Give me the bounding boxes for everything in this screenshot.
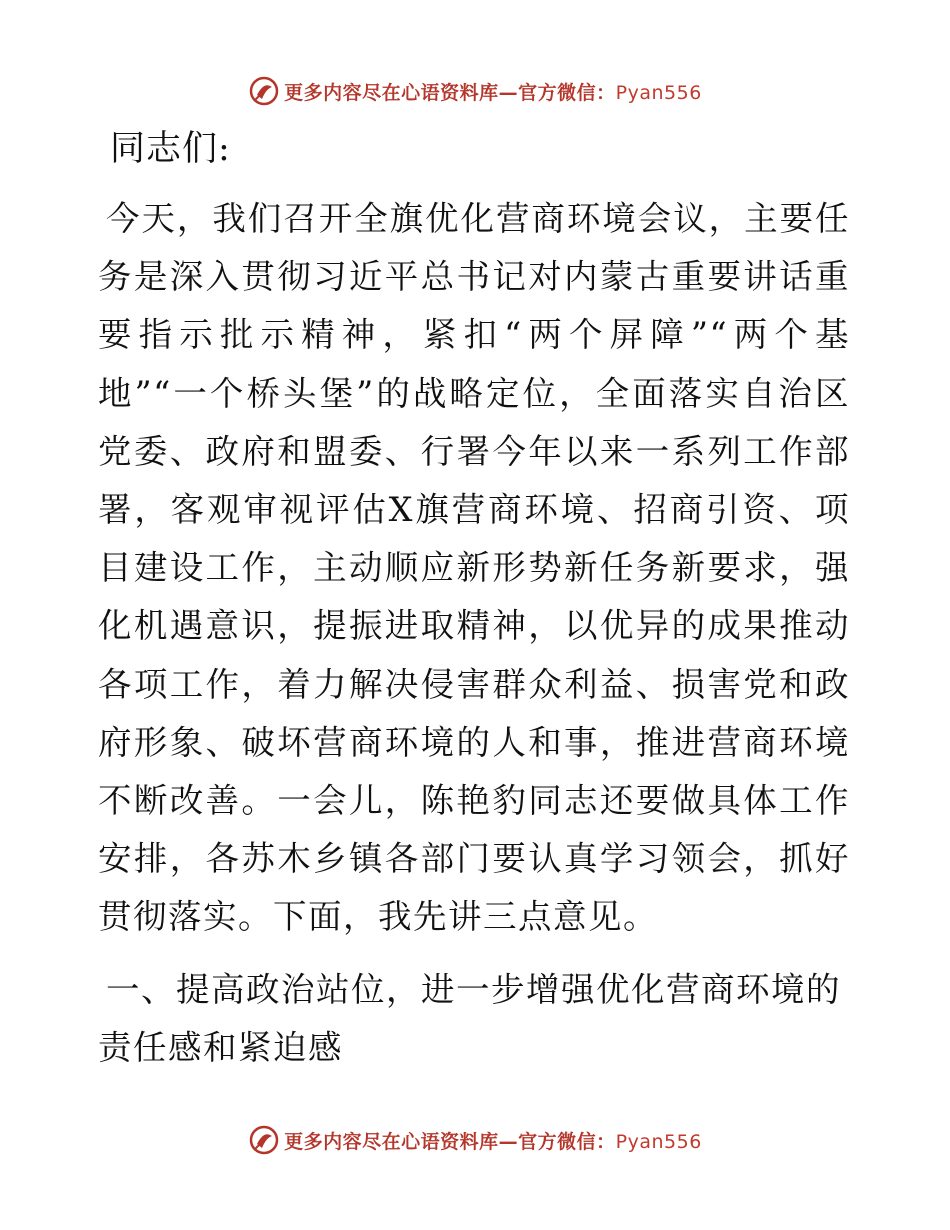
salutation: 同志们:	[110, 129, 231, 169]
section-heading: 一、提高政治站位，进一步增强优化营商环境的责任感和紧迫感	[98, 969, 841, 1067]
body-paragraph: 今天，我们召开全旗优化营商环境会议，主要任务是深入贯彻习近平总书记对内蒙古重要讲话重要指示批示精神，紧扣“两个屏障”“两个基地”“一个桥头堡”的战略定位，全面落实自治区党委、政府和盟委、行署今年以来一系列工作部署，客观审视评估X旗营商环境、招商引资、项目建设工作，主动顺应新形势新任务新要求，强化机遇意识，提振进取精神，以优异的成果推动各项工作，着力解决侵害群众利益、损害党和政府形象、破坏营商环境的人和事，推进营商环境不断改善。一会儿，陈艳豹同志还要做具体工作安排，各苏木乡镇各部门要认真学习领会，抓好贯彻落实。下面，我先讲三点意见。	[98, 199, 850, 937]
watermark-logo-icon	[248, 75, 280, 107]
watermark-header	[0, 71, 950, 111]
watermark-footer	[0, 1120, 950, 1160]
watermark-logo-icon	[248, 1124, 280, 1156]
document-body	[98, 120, 850, 1077]
watermark-wechat-id: Pyan556	[615, 1130, 702, 1153]
watermark-wechat-id: Pyan556	[615, 81, 702, 104]
watermark-text: 更多内容尽在心语资料库—官方微信：Pyan556	[284, 1130, 702, 1153]
watermark-text: 更多内容尽在心语资料库—官方微信：Pyan556	[284, 81, 702, 104]
